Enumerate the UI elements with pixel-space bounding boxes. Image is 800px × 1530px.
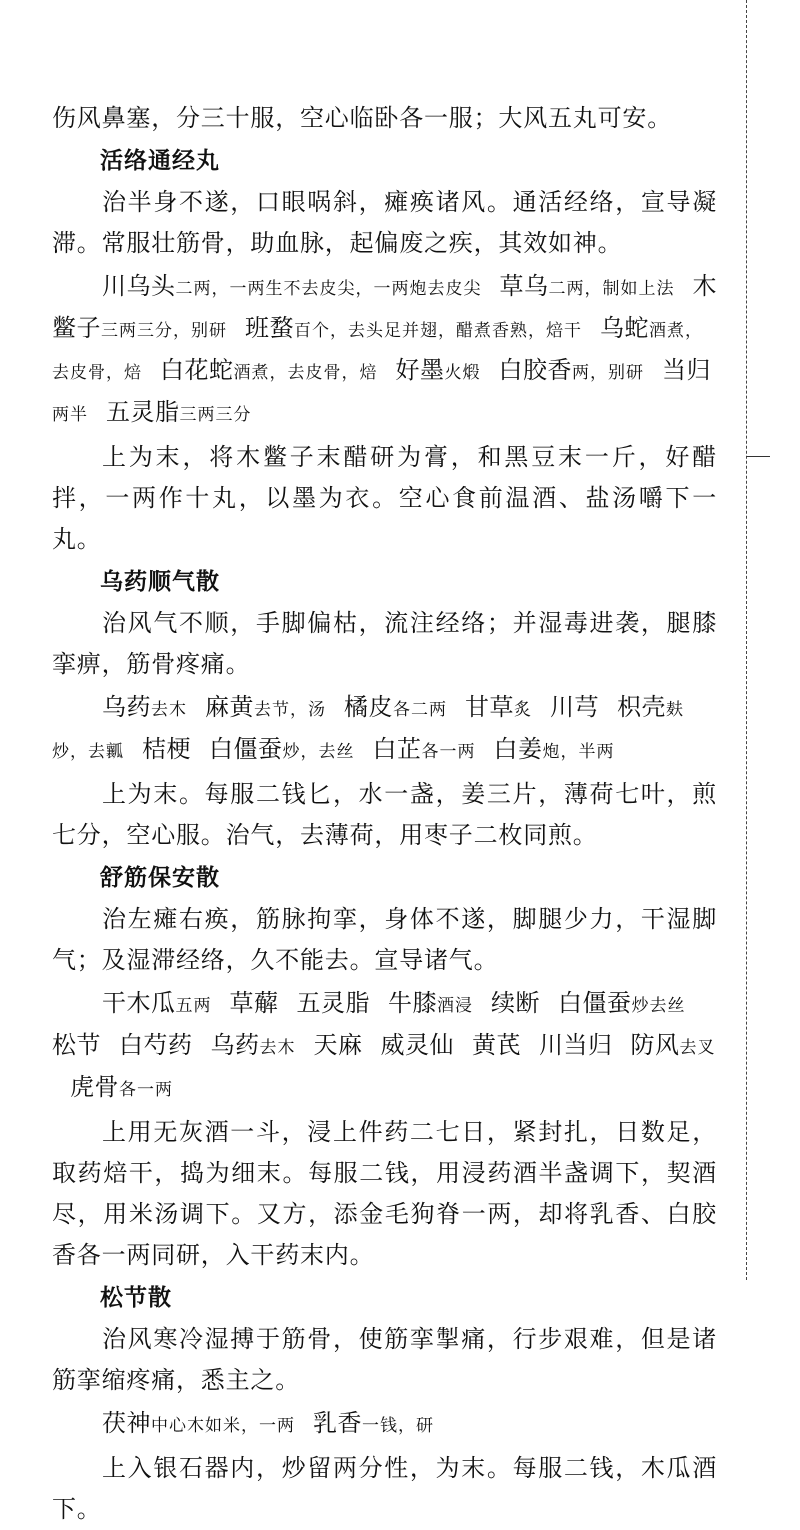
- herb-annotation: 二两，一两生不去皮尖，一两炮去皮尖: [175, 279, 482, 299]
- herb-list-shujin: [52, 984, 717, 1110]
- herb-name: 川乌头: [102, 272, 176, 300]
- herb-annotation: 五两: [175, 996, 212, 1016]
- herb-name: 乌药: [210, 1031, 260, 1059]
- herb-annotation: 炒，去丝: [282, 742, 355, 762]
- herb-name: 白姜: [493, 735, 543, 763]
- herb-name: 当归: [662, 356, 711, 384]
- herb-annotation: 去叉: [679, 1038, 716, 1058]
- recipe-indication: 治风气不顺，手脚偏枯，流注经络；并湿毒进袭，腿膝挛痹，筋骨疼痛。: [52, 609, 717, 678]
- recipe-indication: 治半身不遂，口眼㖞斜，瘫痪诸风。通活经络，宣导凝滞。常服壮筋骨，助血脉，起偏废之疾，其效如神。: [52, 188, 717, 257]
- herb-name: 白花蛇: [160, 356, 234, 384]
- herb-annotation: 酒浸: [437, 996, 473, 1016]
- herb-name: 天麻: [313, 1031, 363, 1059]
- herb-annotation: 火煅: [444, 363, 481, 383]
- herb-name: 乌蛇: [600, 314, 649, 342]
- herb-list-wuyao: [52, 688, 717, 772]
- recipe-method: 上用无灰酒一斗，浸上件药二七日，紧封扎，日数足，取药焙干，捣为细末。每服二钱，用浸药酒半盏调下，契酒尽，用米汤调下。又方，添金毛狗脊一两，却将乳香、白胶香各一两同研，入干药末内。: [52, 1118, 717, 1269]
- herb-name: 乌药: [102, 693, 151, 721]
- herb-name: 橘皮: [344, 693, 393, 721]
- herb-name: 好墨: [395, 356, 445, 384]
- herb-list-huoluo: [52, 267, 717, 435]
- herb-name: 松节: [52, 1031, 101, 1059]
- herb-name: 白僵蚕: [558, 989, 632, 1017]
- herb-name: 桔梗: [142, 735, 191, 763]
- herb-annotation: 百个，去头足并翅，醋煮香熟，焙干: [294, 321, 582, 341]
- herb-list-songjie: [52, 1404, 717, 1446]
- herb-annotation: 三两三分，别研: [101, 321, 227, 341]
- herb-name: 白僵蚕: [209, 735, 283, 763]
- herb-annotation: 中心木如米，一两: [151, 1416, 295, 1436]
- herb-name: 草薢: [229, 989, 279, 1017]
- recipe-title-songjie: 松节散: [100, 1285, 172, 1311]
- recipe-indication: 治风寒冷湿搏于筋骨，使筋挛掣痛，行步艰难，但是诸筋挛缩疼痛，悉主之。: [52, 1325, 717, 1394]
- recipe-method: 上为末，将木鳖子末醋研为膏，和黑豆末一斤，好醋拌，一两作十丸，以墨为衣。空心食前温酒、盐汤嚼下一丸。: [52, 443, 717, 553]
- herb-annotation: 炙: [514, 700, 532, 720]
- herb-name: 白芷: [372, 735, 422, 763]
- herb-name: 草乌: [499, 272, 549, 300]
- recipe-method: 上为末。每服二钱匕，水一盏，姜三片，薄荷七叶，煎七分，空心服。治气，去薄荷，用枣子二枚同煎。: [52, 780, 717, 849]
- herb-name: 乳香: [313, 1409, 362, 1437]
- herb-name: 麻黄: [205, 693, 254, 721]
- herb-annotation: 麸炒，去瓤: [52, 700, 684, 762]
- recipe-title-shujin: 舒筋保安散: [100, 865, 220, 891]
- recipe-title-huoluo: 活络通经丸: [100, 148, 220, 174]
- herb-name: 干木瓜: [102, 989, 176, 1017]
- herb-name: 虎骨: [70, 1073, 119, 1101]
- herb-name: 班蝥: [245, 314, 294, 342]
- herb-name: 白芍药: [119, 1031, 193, 1059]
- herb-annotation: 去木: [259, 1038, 296, 1058]
- herb-annotation: 酒煮，去皮骨，焙: [52, 321, 703, 383]
- paragraph-continued: 伤风鼻塞，分三十服，空心临卧各一服；大风五丸可安。: [52, 104, 672, 132]
- herb-annotation: 两半: [52, 405, 88, 425]
- herb-name: 防风: [630, 1031, 680, 1059]
- herb-name: 木鳖子: [52, 272, 717, 342]
- herb-annotation: 三两三分: [179, 405, 252, 425]
- herb-name: 白胶香: [498, 356, 572, 384]
- herb-name: 黄芪: [472, 1031, 521, 1059]
- herb-annotation: 二两，制如上法: [548, 279, 675, 299]
- herb-name: 五灵脂: [296, 989, 370, 1017]
- book-page: [52, 98, 717, 1530]
- herb-annotation: 酒煮，去皮骨，焙: [233, 363, 378, 383]
- herb-annotation: 各二两: [393, 700, 447, 720]
- herb-name: 川芎: [550, 693, 599, 721]
- margin-tick-mark: [746, 456, 770, 457]
- herb-name: 茯神: [102, 1409, 151, 1437]
- margin-dashed-line: [746, 0, 747, 1280]
- herb-annotation: 各一两: [421, 742, 476, 762]
- herb-annotation: 两，别研: [572, 363, 644, 383]
- herb-annotation: 炒去丝: [631, 996, 686, 1016]
- herb-name: 牛膝: [388, 989, 437, 1017]
- recipe-title-wuyao: 乌药顺气散: [100, 569, 220, 595]
- herb-annotation: 去木: [151, 700, 187, 720]
- herb-annotation: 去节，汤: [254, 700, 326, 720]
- herb-name: 甘草: [465, 693, 514, 721]
- herb-annotation: 各一两: [119, 1080, 173, 1100]
- herb-annotation: 炮，半两: [542, 742, 615, 762]
- recipe-method: 上入银石器内，炒留两分性，为末。每服二钱，木瓜酒下。: [52, 1454, 717, 1523]
- herb-name: 五灵脂: [106, 398, 180, 426]
- recipe-indication: 治左瘫右痪，筋脉拘挛，身体不遂，脚腿少力，干湿脚气；及湿滞经络，久不能去。宣导诸气。: [52, 905, 717, 974]
- herb-name: 续断: [491, 989, 540, 1017]
- herb-name: 川当归: [539, 1031, 613, 1059]
- herb-name: 枳壳: [617, 693, 666, 721]
- herb-annotation: 一钱，研: [362, 1416, 434, 1436]
- herb-name: 威灵仙: [380, 1031, 454, 1059]
